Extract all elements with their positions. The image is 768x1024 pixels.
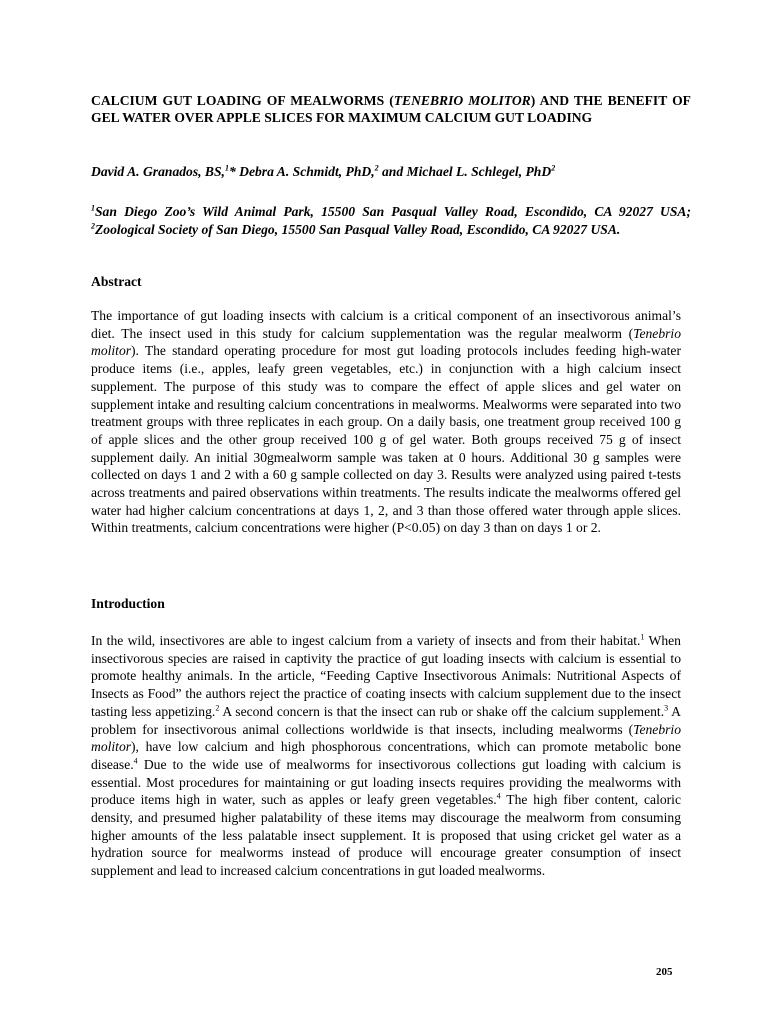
intro-text-1: In the wild, insectivores are able to ingest calcium from a variety of insects and from their habitat. xyxy=(91,633,641,648)
author-2: * Debra A. Schmidt, PhD, xyxy=(228,164,375,179)
citation-mark: 1 xyxy=(640,632,645,642)
author-3-affil-mark: 2 xyxy=(551,163,556,173)
affiliation-2: Zoological Society of San Diego, 15500 San Pasqual Valley Road, Escondido, CA 92027 USA. xyxy=(95,221,621,237)
author-2-affil-mark: 2 xyxy=(374,163,379,173)
title-text: CALCIUM GUT LOADING OF MEALWORMS ( xyxy=(91,93,394,108)
paper-title xyxy=(91,92,691,126)
intro-text-6: Due to the wide use of mealworms for insectivorous collections gut loading with calcium is essential. Most procedures for maintaining or gut loading insects requires providing the mealworms with produce items high in water, such as apples or leafy green vegetables. xyxy=(91,756,681,808)
citation-mark: 4 xyxy=(496,791,501,801)
author-list xyxy=(91,163,691,180)
intro-text-4: A problem for insectivorous animal collections worldwide is that insects, including mealworms ( xyxy=(91,703,682,737)
abstract-body xyxy=(91,307,681,537)
introduction-body xyxy=(91,632,681,880)
intro-text-3: A second concern is that the insect can rub or shake off the calcium supplement. xyxy=(219,703,665,719)
citation-mark: 2 xyxy=(215,703,220,713)
citation-mark: 3 xyxy=(664,703,669,713)
author-1: David A. Granados, BS, xyxy=(91,164,225,179)
affil-1-mark: 1 xyxy=(91,203,95,213)
intro-text-7: The high fiber content, caloric density, and presumed higher palatability of these items may discourage the mealworm from consuming higher amounts of the less palatable insect supplement. It is proposed that using cricket gel water as a hydration source for mealworms instead of produce will encourage greater consumption of insect supplement and lead to increased calcium concentrations in gut loaded mealworms. xyxy=(91,792,681,879)
affiliation-1: San Diego Zoo’s Wild Animal Park, 15500 San Pasqual Valley Road, Escondido, CA 92027 USA; xyxy=(95,204,691,219)
abstract-heading: Abstract xyxy=(91,274,142,289)
affil-2-mark: 2 xyxy=(91,220,95,230)
intro-species: Tenebrio molitor xyxy=(91,721,681,755)
abstract-text-cont: ). The standard operating procedure for most gut loading protocols includes feeding high-water produce items (i.e., apples, leafy green vegetables, etc.) in conjunction with a high calcium insect supplement. The purpose of this study was to compare the effect of apple slices and gel water on supplement intake and resulting calcium concentrations in mealworms. Mealworms were separated into two treatment groups with three replicates in each group. On a daily basis, one treatment group received 100 g of apple slices and the other group received 100 g of gel water. Both groups received 75 g of insect supplement daily. An initial 30gmealworm sample was taken at 0 hours. Additional 30 g samples were collected on days 1 and 2 with a 60 g sample collected on day 3. Results were analyzed using paired t-tests across treatments and paired observations within treatments. The results indicate the mealworms offered gel water had higher calcium concentrations at days 1, 2, and 3 than those offered water through apple slices. Within treatments, calcium concentrations were higher (P<0.05) on day 3 than on days 1 or 2. xyxy=(91,343,681,536)
citation-mark: 4 xyxy=(133,756,138,766)
author-1-affil-mark: 1 xyxy=(224,163,229,173)
abstract-text: The importance of gut loading insects with calcium is a critical component of an insectivorous animal’s diet. The insect used in this study for calcium supplementation was the regular mealworm ( xyxy=(91,308,681,341)
page-number: 205 xyxy=(656,966,673,978)
intro-text-2: When insectivorous species are raised in captivity the practice of gut loading insects with calcium is essential to promote healthy animals. In the article, “Feeding Captive Insectivorous Animals: Nutritional Aspects of Insects as Food” the authors reject the practice of coating insects with calcium supplement due to the insect tasting less appetizing. xyxy=(91,633,681,719)
author-3: and Michael L. Schlegel, PhD xyxy=(378,164,552,179)
introduction-heading: Introduction xyxy=(91,596,165,611)
abstract-species: Tenebrio molitor xyxy=(91,325,681,359)
title-species: TENEBRIO MOLITOR xyxy=(393,93,531,108)
intro-text-5: ), have low calcium and high phosphorous concentrations, which can promote metabolic bone disease. xyxy=(91,739,681,772)
affiliations xyxy=(91,203,691,238)
title-text-end: ) AND THE BENEFIT OF GEL WATER OVER APPLE SLICES FOR MAXIMUM CALCIUM GUT LOADING xyxy=(91,93,691,125)
